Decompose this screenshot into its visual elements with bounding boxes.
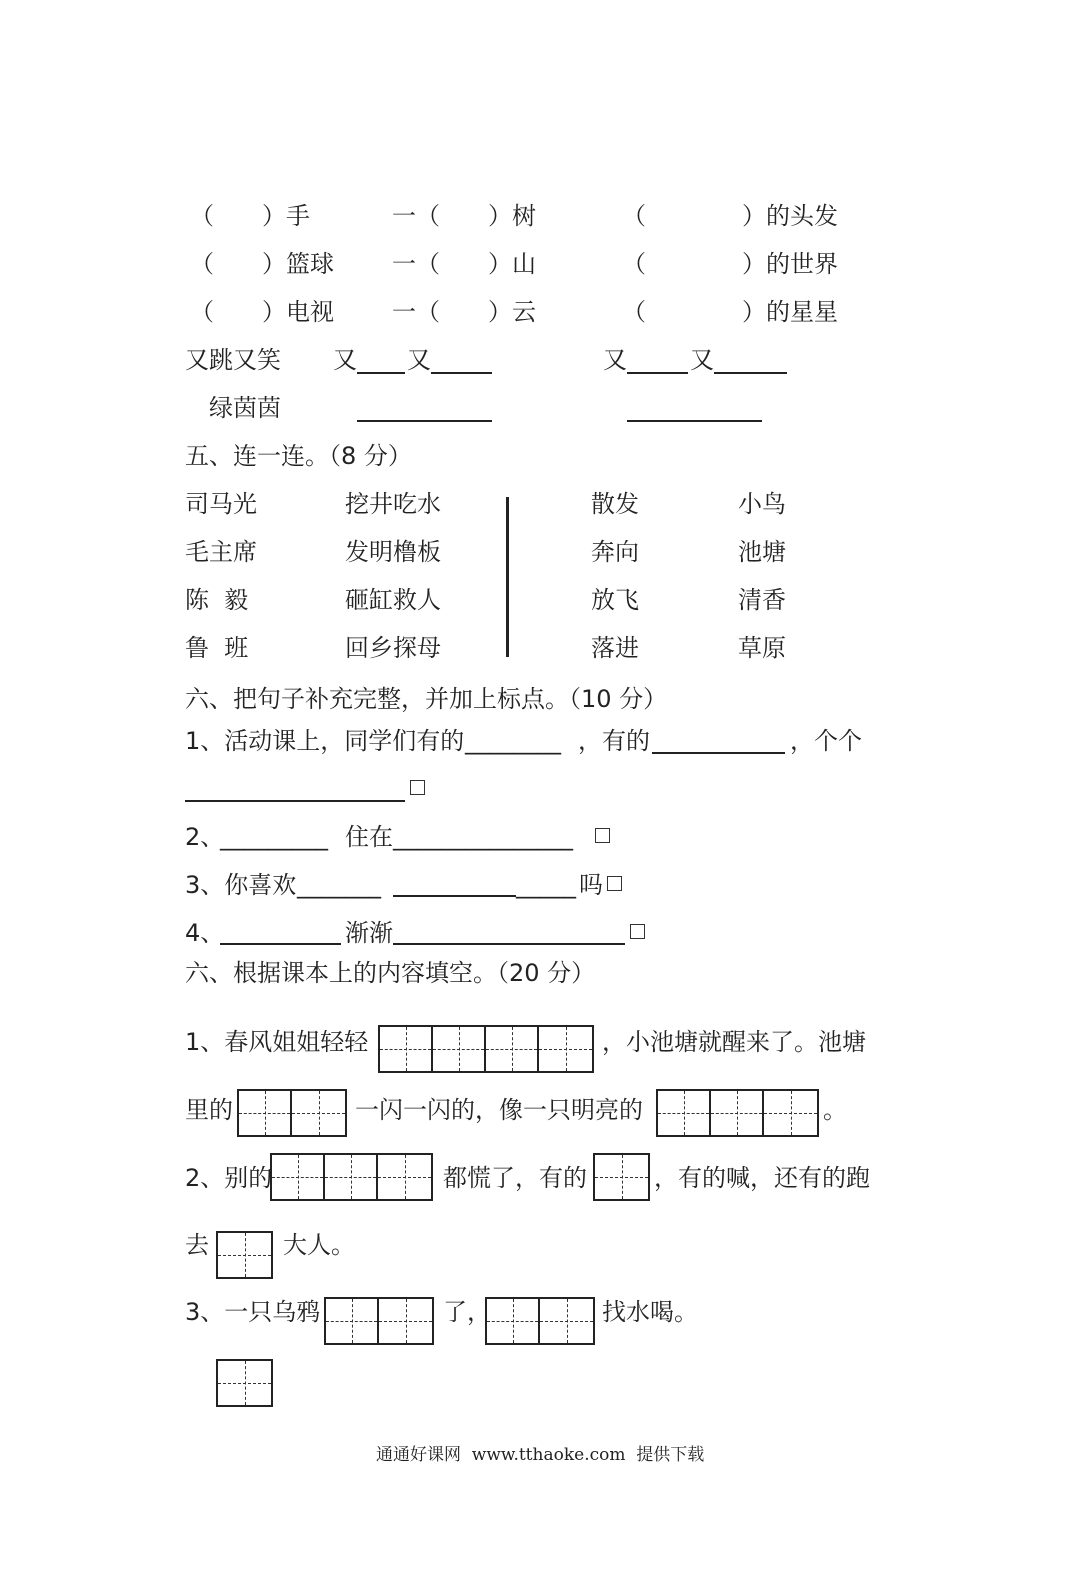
grid-cell[interactable] <box>487 1299 540 1343</box>
fill-row-3-c: （ ）的星星 <box>622 298 838 326</box>
footer-credit: 通通好课网 www.tthaoke.com 提供下载 <box>376 1445 705 1465</box>
q1-text-c: ，有的 <box>578 727 650 755</box>
match-left-name-2[interactable]: 毛主席 <box>185 538 257 566</box>
section6a-title: 六、把句子补充完整，并加上标点。（10 分） <box>185 685 668 713</box>
writing-grid-q1a[interactable] <box>378 1025 594 1073</box>
q1-blank-3[interactable] <box>185 800 405 802</box>
fill-row-3-b: 一（ ）云 <box>392 298 536 326</box>
fb-q1-text-a: 1、春风姐姐轻轻 <box>185 1028 369 1056</box>
match-right-verb-4[interactable]: 落进 <box>591 634 639 662</box>
q1-punctuation-box[interactable] <box>410 780 425 795</box>
q4-text-a: 4、 <box>185 919 225 947</box>
match-right-verb-2[interactable]: 奔向 <box>591 538 639 566</box>
fb-q3-text-b: 了， <box>443 1298 491 1326</box>
fb-q2-line2-text-b: 大人。 <box>283 1231 355 1259</box>
grid-cell[interactable] <box>218 1233 271 1277</box>
match-left-deed-3[interactable]: 砸缸救人 <box>345 586 441 614</box>
pattern1-you-4: 又 <box>690 346 714 374</box>
pattern1-you-3: 又 <box>603 346 627 374</box>
q2-blank-d[interactable]: _______________ <box>393 823 573 851</box>
fb-q2-line2-text-a: 去 <box>185 1231 209 1259</box>
grid-cell[interactable] <box>326 1299 379 1343</box>
q2-blank-b[interactable]: _________ <box>220 823 328 851</box>
column-divider <box>506 497 509 657</box>
q2-text-a: 2、 <box>185 823 225 851</box>
q4-punctuation-box[interactable] <box>630 924 645 939</box>
fb-q1-line2-text-a: 里的 <box>185 1096 233 1124</box>
pattern2-label: 绿茵茵 <box>209 394 281 422</box>
writing-grid-q1b-1[interactable] <box>237 1089 347 1137</box>
q3-blank-b[interactable]: _______ <box>297 871 381 899</box>
q1-text-a: 1、活动课上，同学们有的 <box>185 727 465 755</box>
pattern1-blank-2[interactable] <box>431 372 492 374</box>
match-right-noun-4[interactable]: 草原 <box>738 634 786 662</box>
q1-text-d: ，个个 <box>790 727 862 755</box>
fb-q2-text-a: 2、别的 <box>185 1164 273 1192</box>
pattern1-blank-1[interactable] <box>357 372 405 374</box>
pattern1-blank-4[interactable] <box>714 372 787 374</box>
match-right-verb-1[interactable]: 散发 <box>591 490 639 518</box>
writing-grid-q2a-2[interactable] <box>593 1153 650 1201</box>
writing-grid-q2a-1[interactable] <box>270 1153 433 1201</box>
section6b-title: 六、根据课本上的内容填空。（20 分） <box>185 959 596 987</box>
grid-cell[interactable] <box>433 1027 486 1071</box>
grid-cell[interactable] <box>540 1299 593 1343</box>
fb-q2-text-b: 都慌了，有的 <box>443 1164 587 1192</box>
q1-blank-b[interactable]: ________ <box>465 727 561 755</box>
writing-grid-q3-2[interactable] <box>485 1297 595 1345</box>
match-left-deed-1[interactable]: 挖井吃水 <box>345 490 441 518</box>
grid-cell[interactable] <box>378 1155 431 1199</box>
match-right-verb-3[interactable]: 放飞 <box>591 586 639 614</box>
fill-row-2-c: （ ）的世界 <box>622 250 838 278</box>
grid-cell[interactable] <box>764 1091 817 1135</box>
fb-q1-line2-text-c: 。 <box>823 1096 847 1124</box>
match-right-noun-2[interactable]: 池塘 <box>738 538 786 566</box>
q3-text-a: 3、你喜欢 <box>185 871 297 899</box>
pattern1-label: 又跳又笑 <box>185 346 281 374</box>
match-left-deed-4[interactable]: 回乡探母 <box>345 634 441 662</box>
match-left-name-1[interactable]: 司马光 <box>185 490 257 518</box>
section5-title: 五、连一连。（8 分） <box>185 442 412 470</box>
pattern1-you-2: 又 <box>407 346 431 374</box>
fill-row-2-a: （ ）篮球 <box>190 250 334 278</box>
grid-cell[interactable] <box>595 1155 648 1199</box>
grid-cell[interactable] <box>239 1091 292 1135</box>
fb-q2-text-c: ，有的喊，还有的跑 <box>654 1164 870 1192</box>
writing-grid-q3-1[interactable] <box>324 1297 434 1345</box>
grid-cell[interactable] <box>292 1091 345 1135</box>
match-left-name-3[interactable]: 陈 毅 <box>185 586 249 614</box>
grid-cell[interactable] <box>325 1155 378 1199</box>
grid-cell[interactable] <box>711 1091 764 1135</box>
grid-cell[interactable] <box>486 1027 539 1071</box>
q3-punctuation-box[interactable] <box>607 876 622 891</box>
grid-cell[interactable] <box>658 1091 711 1135</box>
grid-cell[interactable] <box>539 1027 592 1071</box>
q2-punctuation-box[interactable] <box>595 828 610 843</box>
fb-q3-text-c: 找水喝。 <box>602 1298 698 1326</box>
grid-cell[interactable] <box>272 1155 325 1199</box>
grid-cell[interactable] <box>380 1027 433 1071</box>
match-right-noun-3[interactable]: 清香 <box>738 586 786 614</box>
fill-row-1-b: 一（ ）树 <box>392 202 536 230</box>
q3-blank-mid[interactable] <box>393 895 516 897</box>
match-right-noun-1[interactable]: 小鸟 <box>738 490 786 518</box>
pattern1-you-1: 又 <box>333 346 357 374</box>
grid-cell[interactable] <box>379 1299 432 1343</box>
q4-blank-2[interactable] <box>393 943 625 945</box>
pattern2-blank-2[interactable] <box>627 420 762 422</box>
writing-grid-q1b-2[interactable] <box>656 1089 819 1137</box>
q1-blank-2[interactable] <box>652 752 785 754</box>
writing-grid-q2b[interactable] <box>216 1231 273 1279</box>
q3-text-d: 吗 <box>579 871 603 899</box>
grid-cell[interactable] <box>218 1361 271 1405</box>
fill-row-1-c: （ ）的头发 <box>622 202 838 230</box>
q2-text-c: 住在 <box>345 823 393 851</box>
match-left-deed-2[interactable]: 发明橹板 <box>345 538 441 566</box>
fill-row-2-b: 一（ ）山 <box>392 250 536 278</box>
q4-blank-1[interactable] <box>220 943 341 945</box>
q4-text-c: 渐渐 <box>345 919 393 947</box>
pattern1-blank-3[interactable] <box>627 372 688 374</box>
fill-row-3-a: （ ）电视 <box>190 298 334 326</box>
fb-q3-text-a: 3、一只乌鸦 <box>185 1298 321 1326</box>
fb-q1-line2-text-b: 一闪一闪的，像一只明亮的 <box>355 1096 643 1124</box>
fill-row-1-a: （ ）手 <box>190 202 310 230</box>
writing-grid-q3-3[interactable] <box>216 1359 273 1407</box>
match-left-name-4[interactable]: 鲁 班 <box>185 634 249 662</box>
q3-blank-c[interactable]: _____ <box>516 871 576 899</box>
fb-q1-text-b: ，小池塘就醒来了。池塘 <box>602 1028 866 1056</box>
pattern2-blank-1[interactable] <box>357 420 492 422</box>
